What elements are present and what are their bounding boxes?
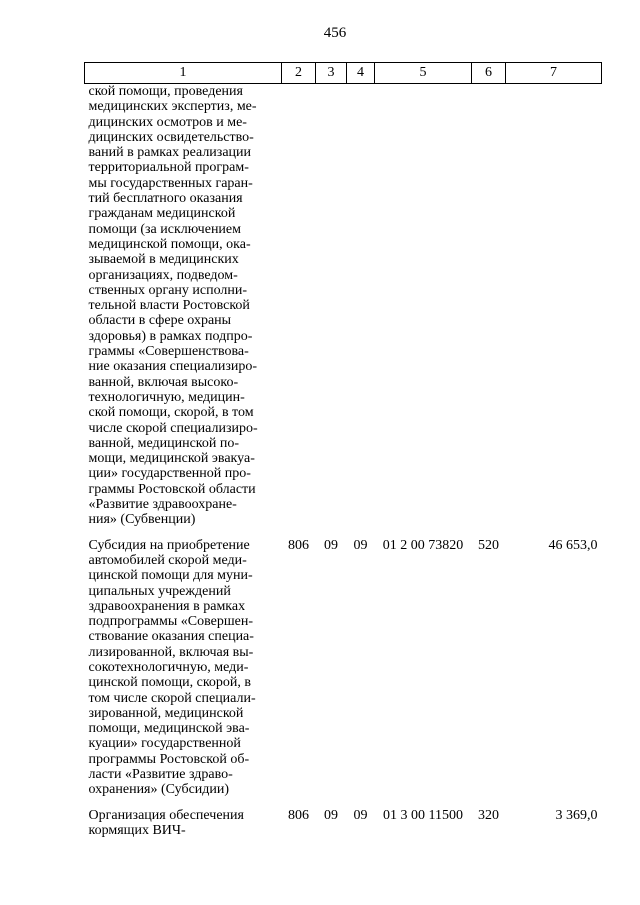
row-section-code <box>316 84 347 538</box>
row-expense-type: 520 <box>478 537 499 553</box>
row-expense-type: 320 <box>478 807 499 823</box>
header-col-1: 1 <box>85 63 282 84</box>
table-row <box>85 808 602 849</box>
row-subsection-code <box>347 84 375 538</box>
row-description: Организация обеспечения кормящих ВИЧ- <box>88 807 244 838</box>
row-amount: 46 653,0 <box>548 537 598 553</box>
row-target-article: 01 2 00 73820 <box>382 537 464 553</box>
row-ministry-code: 806 <box>288 807 309 823</box>
row-target-article <box>375 84 472 538</box>
row-description: Субсидия на приобретение автомобилей скорой меди- цинской помощи для муни- ципальных учреждений здравоохранения в рамках подпрограммы «Совершен- ствование оказания специа- лизированной, включая вы- сокотехнологичную, меди- цинской помощи, скорой, в том числе скорой специали- зированной, медицинской помощи, медицинской эва- куации» государственной программы Ростовской об- ласти «Развитие здраво- охранения» (Субсидии) <box>88 537 256 798</box>
header-col-7: 7 <box>506 63 602 84</box>
row-ministry-code <box>282 84 316 538</box>
row-subsection-code: 09 <box>353 807 368 823</box>
row-description: ской помощи, проведения медицинских экспертиз, ме- дицинских осмотров и ме- дицинских освидетельство- ваний в рамках реализации территориальной програм- мы государственных гаран- тий бесплатного оказания гражданам медицинской помощи (за исключением медицинской помощи, ока- зываемой в медицинских организациях, подведом- ственных органу исполни- тельной власти Ростовской области в сфере охраны здоровья) в рамках подпро- граммы «Совершенствова- ние оказания специализиро- ванной, включая высоко- технологичную, медицин- ской помощи, скорой, в том числе скорой специализиро- ванной, медицинской по- мощи, медицинской эвакуа- ции» государственной про- граммы Ростовской области «Развитие здравоохране- ния» (Субвенции) <box>88 84 258 528</box>
table-header-row <box>85 63 602 84</box>
header-col-3: 3 <box>316 63 347 84</box>
page-number: 456 <box>323 25 347 41</box>
row-amount <box>506 84 602 538</box>
row-section-code: 09 <box>324 807 338 823</box>
table-row <box>85 538 602 808</box>
row-expense-type <box>472 84 506 538</box>
header-col-6: 6 <box>472 63 506 84</box>
budget-table <box>84 62 602 848</box>
row-subsection-code: 09 <box>353 537 368 553</box>
header-col-2: 2 <box>282 63 316 84</box>
row-target-article: 01 3 00 11500 <box>383 807 463 823</box>
row-ministry-code: 806 <box>288 537 309 553</box>
row-amount: 3 369,0 <box>555 807 598 823</box>
row-section-code: 09 <box>324 537 338 553</box>
header-col-5: 5 <box>375 63 472 84</box>
table-row <box>85 84 602 538</box>
header-col-4: 4 <box>347 63 375 84</box>
